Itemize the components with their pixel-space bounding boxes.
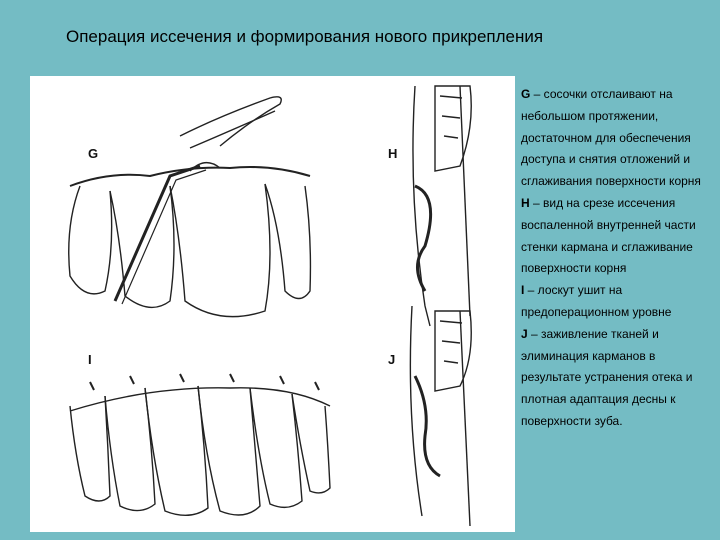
caption-i: I – лоскут ушит на предоперационном уровне bbox=[521, 283, 672, 319]
slide-title: Операция иссечения и формирования нового прикрепления bbox=[66, 27, 544, 46]
label-g: G bbox=[88, 146, 99, 161]
panel-g-drawing bbox=[69, 97, 311, 317]
panel-i-drawing bbox=[70, 374, 330, 515]
label-i: I bbox=[88, 352, 92, 367]
caption-h: H – вид на срезе иссечения воспаленной внутренней части стенки кармана и сглаживание поверхности корня bbox=[521, 195, 696, 276]
caption-j: J – заживление тканей и элиминация карманов в результате устранения отека и плотная адаптация десны к поверхности зуба. bbox=[521, 326, 693, 428]
label-j: J bbox=[388, 352, 396, 367]
caption-text bbox=[521, 84, 711, 433]
label-h: H bbox=[388, 146, 398, 161]
caption-g: G – сосочки отслаивают на небольшом протяжении, достаточном для обеспечения доступа и снятия отложений и сглаживания поверхности корня bbox=[521, 87, 701, 189]
panel-j-drawing bbox=[410, 306, 471, 526]
panel-h-drawing bbox=[413, 86, 471, 326]
surgery-illustration bbox=[30, 76, 515, 532]
